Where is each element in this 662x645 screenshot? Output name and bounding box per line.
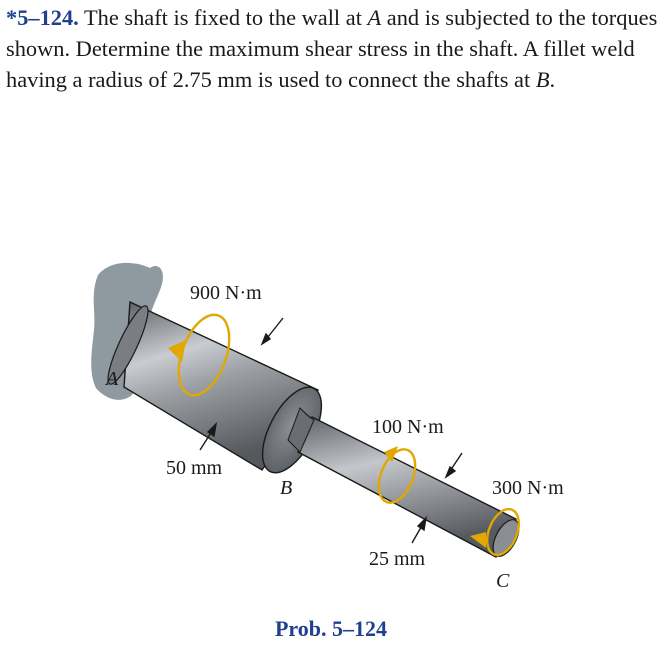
problem-text-3: . — [549, 67, 556, 92]
figure-caption: Prob. 5–124 — [274, 616, 388, 641]
point-a-ref: A — [367, 5, 382, 30]
point-b-ref: B — [535, 67, 550, 92]
problem-text-2: and is subjected to the torques shown. Determine the maximum shear stress in the shaft. A fillet weld having a radius of 2.75 mm is used to connect the shafts at — [6, 5, 658, 92]
diameter-label-25: 25 mm — [369, 548, 426, 570]
torque-label-100: 100 N·m — [372, 416, 444, 438]
problem-text-1: The shaft is fixed to the wall at — [78, 5, 368, 30]
torque-label-900: 900 N·m — [190, 282, 262, 304]
torque-label-300: 300 N·m — [492, 477, 564, 499]
point-label-b: B — [280, 477, 293, 499]
diameter-label-50: 50 mm — [166, 457, 223, 479]
point-label-c: C — [496, 570, 510, 592]
problem-number: *5–124. — [6, 5, 79, 30]
point-label-a: A — [106, 368, 119, 390]
